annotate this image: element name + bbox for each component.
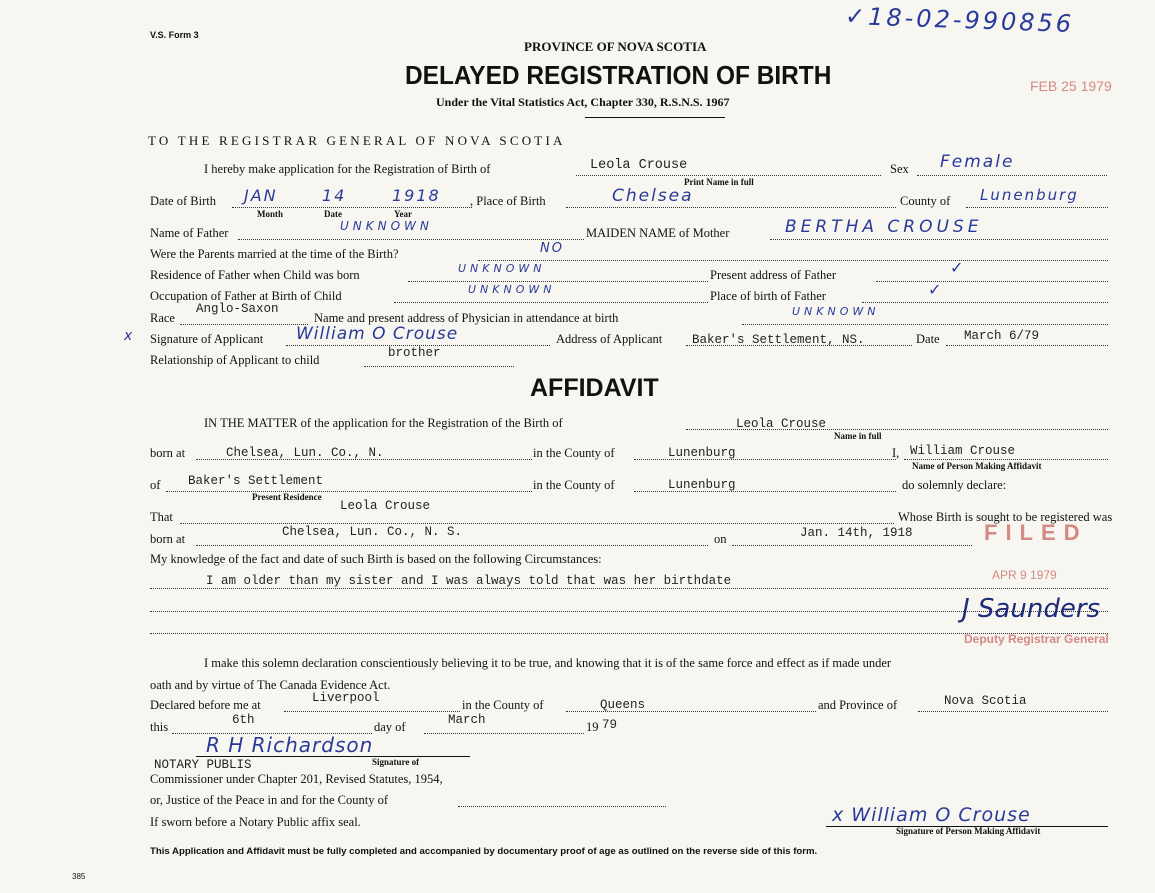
county-value-2: Lunenburg — [668, 478, 736, 492]
day-value: 6th — [232, 713, 255, 727]
father-value: UNKNOWN — [340, 219, 433, 233]
received-stamp: FEB 25 1979 — [1030, 78, 1112, 94]
sex-label: Sex — [890, 162, 909, 176]
signature-of-caption: Signature of — [372, 757, 420, 767]
born-at-label: born at — [150, 446, 186, 460]
print-name-caption: Print Name in full — [684, 177, 754, 187]
deponent-name: William Crouse — [910, 444, 1016, 458]
of-label: of — [150, 478, 161, 492]
father-residence-value: UNKNOWN — [458, 262, 546, 275]
knowledge-label: My knowledge of the fact and date of such Birth is based on the following Circumstances: — [150, 552, 602, 566]
notary-signature-rule — [196, 756, 470, 757]
county-label-2: in the County of — [533, 478, 615, 492]
deponent-signature: x William O Crouse — [832, 804, 1031, 826]
father-pob-value: ✓ — [928, 280, 944, 299]
mother-label: MAIDEN NAME of Mother — [586, 226, 730, 240]
month-value: March — [448, 713, 486, 727]
residence-caption: Present Residence — [252, 492, 322, 502]
notary-title: NOTARY PUBLIS — [154, 758, 252, 772]
declaration-line-1: I make this solemn declaration conscientiously believing it to be true, and knowing that it is of the same force and effect as if made under — [204, 656, 892, 670]
physician-value: UNKNOWN — [792, 305, 880, 318]
residence-value: Baker's Settlement — [188, 474, 324, 488]
year-prefix: 19 — [586, 720, 599, 734]
father-occupation-label: Occupation of Father at Birth of Child — [150, 289, 342, 303]
pob-label: , Place of Birth — [470, 194, 546, 208]
x-mark: x — [124, 328, 135, 344]
declared-at-value: Liverpool — [312, 691, 380, 705]
father-label: Name of Father — [150, 226, 229, 240]
pob-value: Chelsea — [612, 186, 694, 206]
matter-label: IN THE MATTER of the application for the Registration of the Birth of — [204, 416, 563, 430]
signature-label: Signature of Applicant — [150, 332, 264, 346]
affidavit-name: Leola Crouse — [736, 417, 827, 431]
applicant-address-value: Baker's Settlement, NS. — [692, 333, 865, 347]
dob-day: 14 — [322, 186, 347, 205]
province-label: and Province of — [818, 698, 898, 712]
deponent-caption: Name of Person Making Affidavit — [912, 461, 1042, 471]
county-value: Lunenburg — [980, 186, 1079, 204]
mother-value: BERTHA CROUSE — [785, 217, 983, 237]
name-caption: Name in full — [834, 431, 882, 441]
father-present-value: ✓ — [950, 258, 966, 277]
father-present-label: Present address of Father — [710, 268, 837, 282]
child-name: Leola Crouse — [590, 158, 688, 173]
county-label-1: in the County of — [533, 446, 615, 460]
act-subtitle: Under the Vital Statistics Act, Chapter 330, R.S.N.S. 1967 — [436, 95, 730, 109]
sex-value: Female — [940, 152, 1015, 172]
justice-line: or, Justice of the Peace in and for the County of — [150, 793, 388, 807]
filed-date-stamp: APR 9 1979 — [992, 568, 1057, 582]
subject-name: Leola Crouse — [340, 499, 431, 513]
born-at2-value: Chelsea, Lun. Co., N. S. — [282, 525, 463, 539]
applicant-address-label: Address of Applicant — [556, 332, 663, 346]
relationship-label: Relationship of Applicant to child — [150, 353, 320, 367]
month-caption: Month — [257, 209, 284, 219]
dob-year: 1918 — [392, 186, 441, 205]
birth-date-value: Jan. 14th, 1918 — [800, 526, 913, 540]
county-label: County of — [900, 194, 951, 208]
born-at-value: Chelsea, Lun. Co., N. — [226, 446, 384, 460]
title-rule — [585, 117, 725, 118]
registrar-title: Deputy Registrar General — [964, 632, 1109, 646]
county3-value: Queens — [600, 698, 646, 712]
year-caption: Year — [394, 209, 412, 219]
applicant-signature: William O Crouse — [296, 324, 459, 344]
application-date: March 6/79 — [964, 329, 1040, 343]
physician-label: Name and present address of Physician in attendance at birth — [314, 311, 619, 325]
province-heading: PROVINCE OF NOVA SCOTIA — [524, 39, 707, 54]
father-residence-label: Residence of Father when Child was born — [150, 268, 360, 282]
affidavit-heading: AFFIDAVIT — [530, 374, 659, 402]
date-caption: Date — [324, 209, 342, 219]
deponent-sig-caption: Signature of Person Making Affidavit — [896, 826, 1041, 836]
form-number: V.S. Form 3 — [150, 30, 199, 40]
circumstances-text: I am older than my sister and I was always told that was her birthdate — [206, 574, 732, 588]
notary-signature: R H Richardson — [206, 733, 374, 757]
footer-code: 385 — [72, 872, 86, 881]
day-of-label: day of — [374, 720, 406, 734]
year-value: 79 — [602, 718, 618, 732]
form-title: DELAYED REGISTRATION OF BIRTH — [405, 60, 832, 90]
this-label: this — [150, 720, 169, 734]
declared-label: Declared before me at — [150, 698, 261, 712]
married-value: NO — [540, 241, 564, 256]
that-label: That — [150, 510, 173, 524]
footer-note: This Application and Affidavit must be fully completed and accompanied by documentary proof of age as outlined on the reverse side of this form. — [150, 846, 818, 857]
seal-note: If sworn before a Notary Public affix seal. — [150, 815, 361, 829]
registrar-signature: J Saunders — [962, 594, 1101, 624]
race-label: Race — [150, 311, 175, 325]
declaration-line-2: oath and by virtue of The Canada Evidence Act. — [150, 678, 391, 692]
father-occupation-value: UNKNOWN — [468, 283, 556, 296]
file-number: ✓18-02-990856 — [844, 2, 1075, 38]
intro-label: I hereby make application for the Registration of Birth of — [204, 162, 491, 176]
filed-stamp: FILED — [984, 520, 1088, 545]
county-value-1: Lunenburg — [668, 446, 736, 460]
county3-label: in the County of — [462, 698, 544, 712]
father-pob-label: Place of birth of Father — [710, 289, 826, 303]
province-value: Nova Scotia — [944, 694, 1027, 708]
dob-label: Date of Birth — [150, 194, 216, 208]
born-at2-label: born at — [150, 532, 186, 546]
race-value: Anglo-Saxon — [196, 302, 279, 316]
married-label: Were the Parents married at the time of the Birth? — [150, 247, 399, 261]
whose-label: Whose Birth is sought to be registered was — [898, 510, 1113, 524]
dob-month: JAN — [244, 186, 278, 205]
commissioner-line: Commissioner under Chapter 201, Revised Statutes, 1954, — [150, 772, 443, 786]
date-label: Date — [916, 332, 940, 346]
on-label: on — [714, 532, 727, 546]
declare-label: do solemnly declare: — [902, 478, 1007, 492]
i-label: I, — [892, 446, 900, 460]
relationship-value: brother — [388, 346, 441, 360]
addressee: TO THE REGISTRAR GENERAL OF NOVA SCOTIA — [148, 133, 566, 148]
